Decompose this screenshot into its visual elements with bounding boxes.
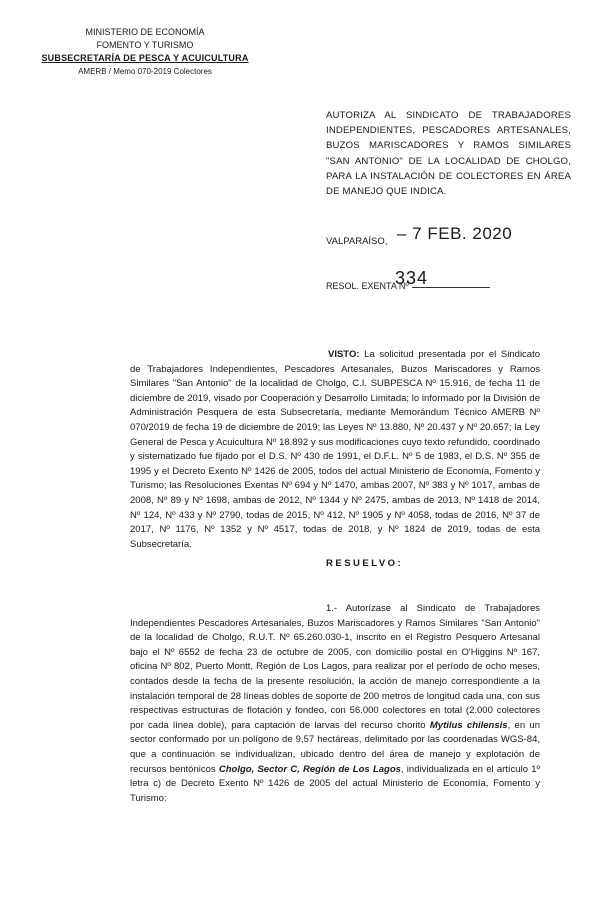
article-1-text-after: , individualizada en el artículo 1º letra c) de Decreto Exento Nº 1426 de 2005 del actual Ministerio de Economía, Fomento y Turismo:	[130, 763, 540, 804]
resuelvo-heading: RESUELVO:	[326, 558, 404, 569]
visto-label: VISTO:	[328, 349, 360, 360]
ministry-subname: FOMENTO Y TURISMO	[96, 40, 194, 50]
visto-text: La solicitud presentada por el Sindicato de Trabajadores Independientes, Pescadores Artesanales, Buzos Mariscadores y Ramos Similares "San Antonio" de la localidad de Cholgo, C.I. SUBPESCA Nº 15.916, de fecha 11 de diciembre de 2019, visado por Cooperación y Desarrollo Limitada; lo informado por la División de Administración Pesquera de esta Subsecretaría, mediante Memorándum Técnico AMERB Nº 070/2019 de fecha 19 de diciembre de 2019; las Leyes Nº 13.880, Nº 20.437 y Nº 20.657; la Ley General de Pesca y Acuicultura Nº 18.892 y sus modificaciones cuyo texto refundido, coordinado y sistematizado fue fijado por el D.S. Nº 430 de 1991, el D.F.L. Nº 5 de 1983, el D.S. Nº 355 de 1995 y el Decreto Exento Nº 1426 de 2005, todos del actual Ministerio de Economía, Fomento y Turismo; las Resoluciones Exentas Nº 694 y Nº 1470, ambas 2007, Nº 383 y Nº 1017, ambas de 2008, Nº 89 y Nº 1698, ambas de 2012, Nº 1344 y Nº 2475, ambas de 2013, Nº 1418 de 2014, Nº 124, Nº 433 y Nº 2790, todas de 2015, Nº 412, Nº 1905 y Nº 4058, todas de 2016, Nº 37 de 2017, Nº 1176, Nº 1352 y Nº 4517, todas de 2018, y Nº 1824 de 2019, todas de esta Subsecretaría.	[130, 349, 541, 550]
article-1-paragraph	[130, 602, 540, 806]
article-1-number: 1.-	[326, 603, 338, 614]
article-1-text-middle: , en un sector conformado por un polígono de 9,57 hectáreas, delimitado por las coordenadas WGS-84, que a continuación se individualizan, ubicado dentro del área de manejo y explotación de recursos bentónicos	[130, 719, 540, 775]
article-1-text-before: Autorízase al Sindicato de Trabajadores Independientes Pescadores Artesanales, Buzos Mariscadores y Ramos Similares "San Antonio" de la localidad de Cholgo, R.U.T. Nº 65.260.030-1, inscrito en el Registro Pesquero Artesanal bajo el Nº 6552 de fecha 23 de octubre de 2005, con domicilio postal en O'Higgins Nº 167, oficina Nº 802, Puerto Montt, Región de Los Lagos, para realizar por el período de ocho meses, contados desde la fecha de la presente resolución, la acción de manejo correspondiente a la instalación temporal de 28 líneas dobles de soporte de 200 metros de longitud cada una, con sus respectivas estructuras de flotación y fondeo, con 56.000 colectores en total (2.000 colectores por cada línea doble), para captación de larvas del recurso chorito	[130, 603, 540, 731]
ministry-name: MINISTERIO DE ECONOMÍA	[85, 27, 205, 37]
subsecretary-name: SUBSECRETARÍA DE PESCA Y ACUICULTURA	[41, 53, 249, 63]
ministry-header	[40, 26, 250, 78]
document-title: AUTORIZA AL SINDICATO DE TRABAJADORES INDEPENDIENTES, PESCADORES ARTESANALES, BUZOS MARISCADORES Y RAMOS SIMILARES "SAN ANTONIO" DE LA LOCALIDAD DE CHOLGO, PARA LA INSTALACIÓN DE COLECTORES EN ÁREA DE MANEJO QUE INDICA.	[326, 110, 571, 198]
area-name: Cholgo, Sector C, Región de Los Lagos	[218, 763, 401, 775]
species-name: Mytilus chilensis	[429, 719, 508, 731]
visto-paragraph	[130, 348, 540, 552]
resolution-number: 334	[395, 268, 429, 288]
memo-reference: AMERB / Memo 070-2019 Colectores	[78, 67, 212, 76]
date-stamp: – 7 FEB. 2020	[397, 224, 513, 243]
resolution-label: RESOL. EXENTA Nº	[326, 281, 409, 291]
city-label: VALPARAÍSO,	[326, 236, 388, 247]
